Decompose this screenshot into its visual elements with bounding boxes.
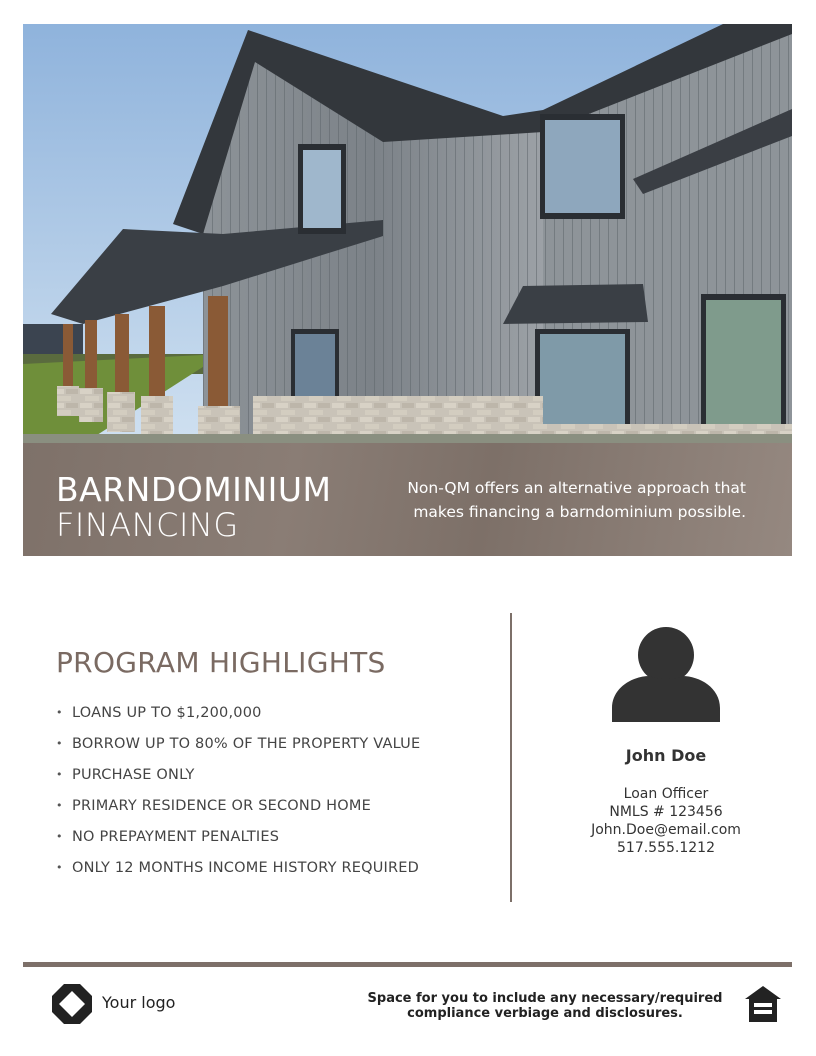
list-item <box>56 794 420 825</box>
list-item <box>56 856 420 887</box>
agent-contact-info <box>560 785 772 857</box>
equal-housing-icon <box>744 985 782 1023</box>
tagline-line1: Non-QM offers an alternative approach that <box>407 479 746 497</box>
octagon-logo-icon <box>52 984 92 1024</box>
agent-name: John Doe <box>625 746 707 765</box>
logo-text: Your logo <box>102 993 176 1012</box>
agent-title: Loan Officer <box>623 786 709 802</box>
bullet: • <box>56 768 63 781</box>
bullet: • <box>56 830 63 843</box>
bullet: • <box>56 861 63 874</box>
list-item-text: LOANS UP TO $1,200,000 <box>72 705 262 721</box>
bullet: • <box>56 737 63 750</box>
person-icon <box>610 626 722 722</box>
list-item-text: PURCHASE ONLY <box>72 767 195 783</box>
list-item <box>56 732 420 763</box>
compliance-line2: compliance verbiage and disclosures. <box>407 1006 683 1021</box>
highlights-list <box>56 701 420 887</box>
bullet: • <box>56 706 63 719</box>
compliance-text <box>340 991 750 1021</box>
list-item <box>56 763 420 794</box>
compliance-line1: Space for you to include any necessary/required <box>367 991 723 1006</box>
banner-tagline <box>366 476 746 524</box>
agent-phone[interactable]: 517.555.1212 <box>617 840 715 856</box>
agent-nmls: NMLS # 123456 <box>609 804 723 820</box>
agent-email[interactable]: John.Doe@email.com <box>591 822 741 838</box>
list-item <box>56 701 420 732</box>
program-highlights-title: PROGRAM HIGHLIGHTS <box>56 646 386 679</box>
list-item-text: BORROW UP TO 80% OF THE PROPERTY VALUE <box>72 736 421 752</box>
list-item-text: PRIMARY RESIDENCE OR SECOND HOME <box>72 798 371 814</box>
bullet: • <box>56 799 63 812</box>
tagline-line2: makes financing a barndominium possible. <box>413 503 746 521</box>
vertical-divider <box>510 613 512 902</box>
banner-title-line2: FINANCING <box>56 506 239 544</box>
list-item <box>56 825 420 856</box>
footer-rule <box>23 962 792 967</box>
banner-title-line1: BARNDOMINIUM <box>56 470 332 509</box>
list-item-text: ONLY 12 MONTHS INCOME HISTORY REQUIRED <box>72 860 420 876</box>
list-item-text: NO PREPAYMENT PENALTIES <box>72 829 280 845</box>
